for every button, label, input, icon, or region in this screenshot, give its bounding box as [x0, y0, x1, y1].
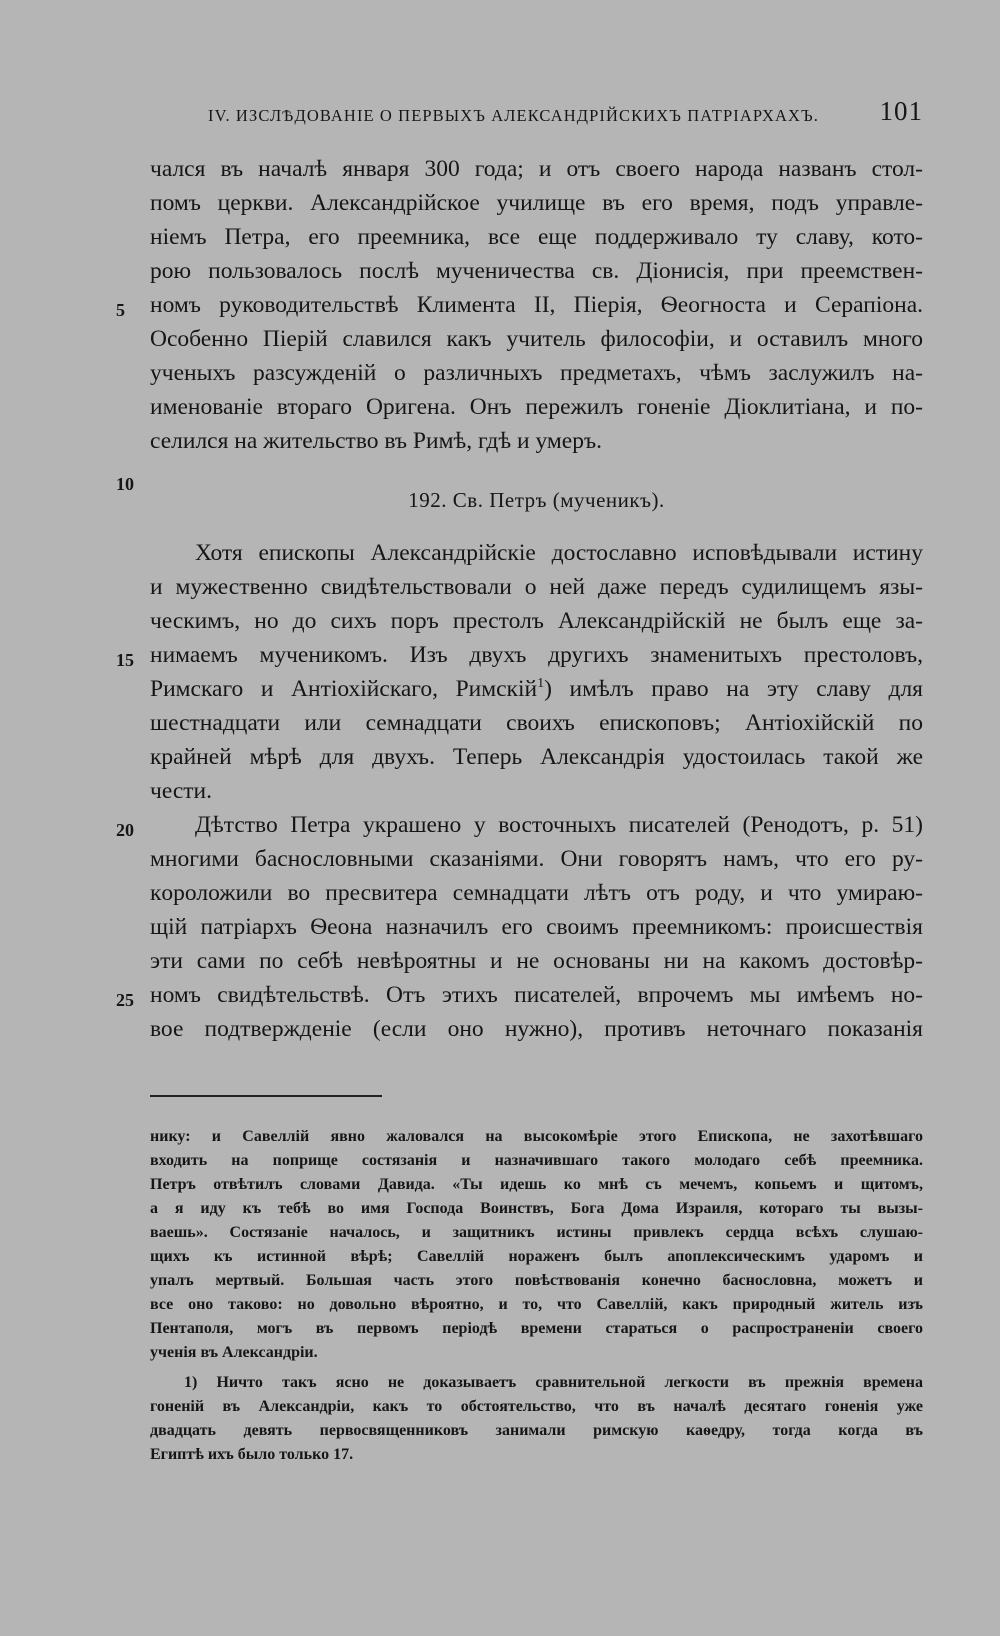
body-line-end: ) имѣлъ право на эту славу для: [544, 676, 923, 702]
body-line: крайней мѣрѣ для двухъ. Теперь Александрія удостоилась такой же: [150, 744, 923, 770]
page-header: [208, 96, 923, 132]
body-line: именованіе втораго Оригена. Онъ пережилъ гоненіе Діоклитіана, и по-: [150, 394, 923, 420]
footnote-line: щихъ къ истинной вѣрѣ; Савеллій нораженъ былъ апоплексическимъ ударомъ и: [150, 1248, 923, 1265]
footnote-line: ученія въ Александріи.: [150, 1344, 318, 1361]
body-line: рою пользовалось послѣ мученичества св. Діонисія, при преемствен-: [150, 258, 923, 284]
line-number: 5: [116, 300, 125, 320]
footnote-line: а я иду къ тебѣ во имя Господа Воинствъ, Бога Дома Израиля, котораго ты вызы-: [150, 1200, 923, 1217]
body-line-start: Римскаго и Антіохійскаго, Римскій: [150, 676, 538, 702]
body-line: ученыхъ разсужденій о различныхъ предметахъ, чѣмъ заслужилъ на-: [150, 360, 923, 386]
running-title: IV. ИЗСЛѢДОВАНІЕ О ПЕРВЫХЪ АЛЕКСАНДРІЙСКИХЪ ПАТРІАРХАХЪ.: [208, 106, 819, 125]
body-line: ніемъ Петра, его преемника, все еще поддерживало ту славу, кото-: [150, 224, 923, 250]
footnote-line: упалъ мертвый. Большая часть этого повѣствованія конечно баснословна, можетъ и: [150, 1272, 923, 1289]
body-line: щій патріархъ Ѳеона назначилъ его своимъ преемникомъ: происшествія: [150, 914, 923, 940]
body-line-with-footnote-ref: [150, 674, 923, 704]
body-line: вое подтвержденіе (если оно нужно), противъ неточнаго показанія: [150, 1016, 923, 1042]
body-line: ческимъ, но до сихъ поръ престолъ Александрійскій не былъ еще за-: [150, 608, 923, 634]
footnote-line: 1) Ничто такъ ясно не доказываетъ сравнительной легкости въ прежнія времена: [184, 1374, 923, 1391]
body-line: и мужественно свидѣтельствовали о ней даже передъ судилищемъ язы-: [150, 574, 923, 600]
body-line: чался въ началѣ января 300 года; и отъ своего народа названъ стол-: [150, 156, 923, 182]
body-line: чести.: [150, 778, 212, 804]
body-line: нимаемъ мученикомъ. Изъ двухъ другихъ знаменитыхъ престоловъ,: [150, 642, 923, 668]
footnote-line: Пентаполя, могъ въ первомъ періодѣ времени стараться о распространеніи своего: [150, 1320, 923, 1337]
footnote-line: ваешь». Состязаніе началось, и защитникъ истины привлекъ сердца всѣхъ слушаю-: [150, 1224, 923, 1241]
body-line: многими баснословными сказаніями. Они говорятъ намъ, что его ру-: [150, 846, 923, 872]
footnote-line: Петръ отвѣтилъ словами Давида. «Ты идешь ко мнѣ съ мечемъ, копьемъ и щитомъ,: [150, 1176, 923, 1193]
body-line: помъ церкви. Александрійское училище въ его время, подъ управле-: [150, 190, 923, 216]
body-line: эти сами по себѣ невѣроятны и не основаны ни на какомъ достовѣр-: [150, 948, 923, 974]
body-line: Хотя епископы Александрійскіе достославно исповѣдывали истину: [195, 540, 923, 566]
page-number: 101: [879, 96, 923, 126]
footnote-line: все оно таково: но довольно вѣроятно, и то, что Савеллій, какъ природный житель изъ: [150, 1296, 923, 1313]
body-line: Особенно Піерій славился какъ учитель философіи, и оставилъ много: [150, 326, 923, 352]
body-line: кopоложили во пресвитера семнадцати лѣтъ отъ роду, и что умираю-: [150, 880, 923, 906]
line-number: 10: [116, 474, 134, 494]
footnote-line: нику: и Савеллій явно жаловался на высокомѣріе этого Епископа, не захотѣвшаго: [150, 1128, 923, 1145]
line-number: 15: [116, 650, 134, 670]
line-number: 25: [116, 990, 134, 1010]
footnote-line: Египтѣ ихъ было только 17.: [150, 1446, 354, 1463]
body-line: номъ руководительствѣ Климента II, Піерія, Ѳеогноста и Серапіона.: [150, 292, 923, 318]
body-line: Дѣтство Петра украшено у восточныхъ писателей (Ренодотъ, р. 51): [195, 812, 923, 838]
body-line: номъ свидѣтельствѣ. Отъ этихъ писателей, впрочемъ мы имѣемъ но-: [150, 982, 923, 1008]
footnote-ref: 1: [537, 675, 545, 692]
line-number: 20: [116, 820, 134, 840]
body-line: селился на жительство въ Римѣ, гдѣ и умеръ.: [150, 428, 602, 454]
body-line: шестнадцати или семнадцати своихъ епископовъ; Антіохійскій по: [150, 710, 923, 736]
footnote-line: двадцать девять первосвященниковъ занимали римскую каѳедру, тогда когда въ: [150, 1422, 923, 1439]
footnote-rule: [150, 1095, 382, 1097]
footnote-line: входить на поприще состязанія и назначившаго такого молодаго себѣ преемника.: [150, 1152, 923, 1169]
section-heading: 192. Св. Петръ (мученикъ).: [408, 488, 665, 512]
footnote-line: гоненій въ Александріи, какъ то обстоятельство, что въ началѣ десятаго гоненія уже: [150, 1398, 923, 1415]
